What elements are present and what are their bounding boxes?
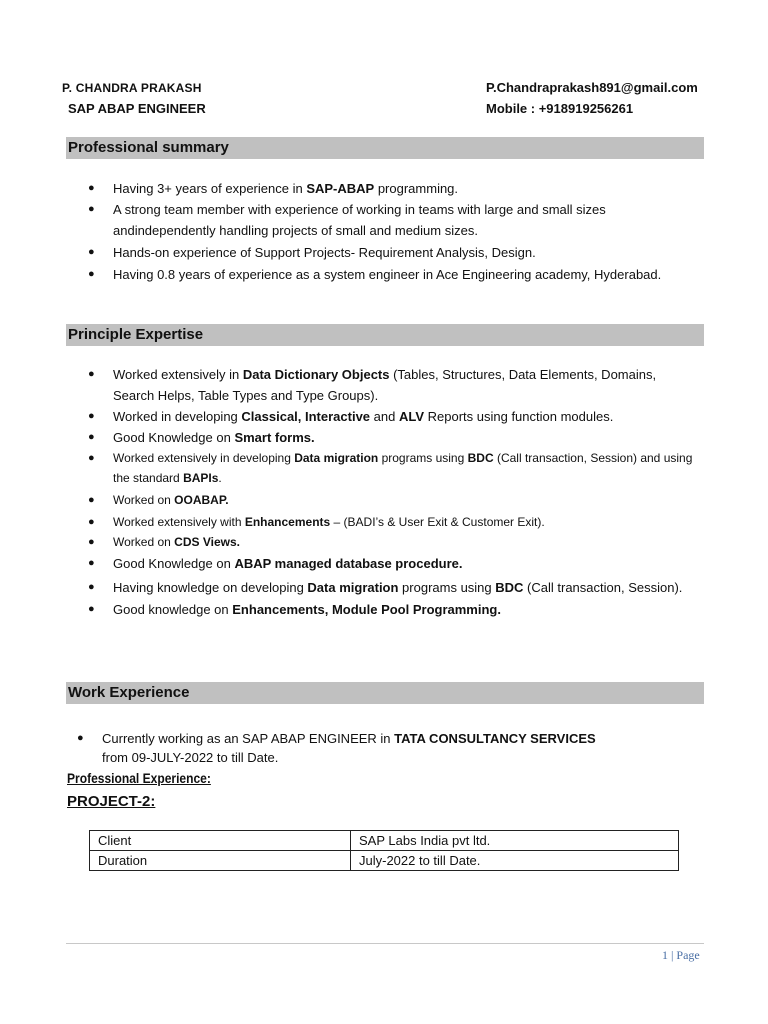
mobile-number: Mobile : +918919256261	[486, 101, 634, 116]
expertise-item: ● Worked extensively in developing Data migration programs using BDC (Call transaction, Session) and using the standard BAPIs.	[88, 448, 698, 488]
expertise-item: ● Worked in developing Classical, Interactive and ALV Reports using function modules.	[88, 406, 698, 427]
summary-item: ● Having 3+ years of experience in SAP-ABAP programming.	[88, 178, 698, 199]
expertise-list	[88, 364, 698, 620]
expertise-item: ● Good Knowledge on ABAP managed database procedure.	[88, 553, 698, 574]
professional-experience-heading: Professional Experience:	[67, 770, 211, 786]
project-heading: PROJECT-2:	[67, 793, 156, 810]
section-work-experience: Work Experience	[66, 682, 704, 704]
expertise-item: ● Worked extensively with Enhancements – (BADI’s & User Exit & Customer Exit).	[88, 512, 698, 532]
section-professional-summary: Professional summary	[66, 137, 704, 159]
candidate-name: P. CHANDRA PRAKASH	[62, 81, 202, 95]
table-key: Client	[90, 831, 351, 851]
work-list	[77, 729, 597, 767]
candidate-role: SAP ABAP ENGINEER	[68, 101, 206, 116]
expertise-item: ● Worked on OOABAP.	[88, 490, 698, 510]
expertise-item: ● Having knowledge on developing Data migration programs using BDC (Call transaction, Session).	[88, 577, 698, 598]
section-principle-expertise: Principle Expertise	[66, 324, 704, 346]
summary-item: ● Having 0.8 years of experience as a system engineer in Ace Engineering academy, Hyderabad.	[88, 264, 698, 285]
project-info-table	[89, 830, 679, 871]
summary-item: ● A strong team member with experience of working in teams with large and small sizes andindependently handling projects of small and medium sizes.	[88, 199, 698, 241]
table-row	[90, 851, 679, 871]
expertise-item: ● Good Knowledge on Smart forms.	[88, 427, 698, 448]
summary-item: ● Hands-on experience of Support Projects- Requirement Analysis, Design.	[88, 242, 698, 263]
footer-divider	[66, 943, 704, 944]
table-value: SAP Labs India pvt ltd.	[351, 831, 679, 851]
table-value: July-2022 to till Date.	[351, 851, 679, 871]
page-number: 1 | Page	[662, 948, 700, 962]
expertise-item: ● Worked on CDS Views.	[88, 532, 698, 552]
work-item: ● Currently working as an SAP ABAP ENGINEER in TATA CONSULTANCY SERVICES from 09-JULY-2022 to till Date.	[77, 729, 597, 767]
table-key: Duration	[90, 851, 351, 871]
expertise-item: ● Worked extensively in Data Dictionary Objects (Tables, Structures, Data Elements, Domains, Search Helps, Table Types and Type Groups).	[88, 364, 698, 406]
summary-list	[88, 178, 698, 285]
table-row	[90, 831, 679, 851]
expertise-item: ● Good knowledge on Enhancements, Module Pool Programming.	[88, 599, 698, 620]
email-address: P.Chandraprakash891@gmail.com	[486, 80, 698, 95]
